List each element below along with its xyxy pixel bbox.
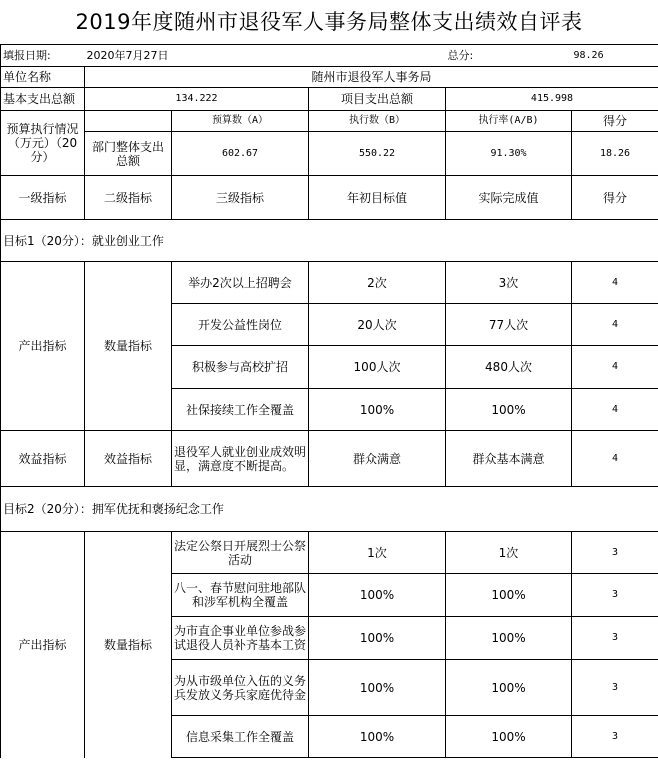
actual-value: 100% [446, 660, 572, 716]
goal2-output-label: 产出指标 [1, 532, 85, 758]
actual-value: 100% [446, 389, 572, 431]
goal1-title-row [1, 220, 658, 262]
budget-value-score: 18.26 [572, 132, 658, 176]
indicator: 信息采集工作全覆盖 [172, 716, 309, 758]
goal2-title: 目标2（20分）：拥军优抚和褒扬纪念工作 [1, 487, 658, 532]
target-value: 100% [309, 660, 446, 716]
target-value: 100% [309, 389, 446, 431]
indicator: 开发公益性岗位 [172, 304, 309, 346]
goal2-title-row [1, 487, 658, 532]
actual-value: 100% [446, 716, 572, 758]
basic-spend-label: 基本支出总额 [1, 88, 85, 111]
project-spend-label: 项目支出总额 [309, 88, 446, 111]
goal1-benefit-level1: 效益指标 [1, 431, 85, 487]
actual-value: 1次 [446, 532, 572, 574]
score-value: 3 [572, 660, 658, 716]
table-row [1, 431, 658, 487]
goal1-output-label: 产出指标 [1, 262, 85, 431]
fill-date-value: 2020年7月27日 [85, 45, 309, 67]
target-value: 2次 [309, 262, 446, 304]
indicator: 为从市级单位入伍的义务兵发放义务兵家庭优待金 [172, 660, 309, 716]
total-score-value: 98.26 [572, 45, 658, 67]
budget-item-label: 部门整体支出总额 [85, 132, 172, 176]
indicator: 积极参与高校扩招 [172, 346, 309, 389]
col-level3: 三级指标 [172, 176, 309, 220]
actual-value: 群众基本满意 [446, 431, 572, 487]
indicator: 法定公祭日开展烈士公祭活动 [172, 532, 309, 574]
score-value: 3 [572, 574, 658, 617]
budget-value-a: 602.67 [172, 132, 309, 176]
column-header-row [1, 176, 658, 220]
budget-header-score: 得分 [572, 111, 658, 132]
indicator: 退役军人就业创业成效明显，满意度不断提高。 [172, 431, 309, 487]
page-title: 2019年度随州市退役军人事务局整体支出绩效自评表 [75, 10, 583, 34]
target-value: 1次 [309, 532, 446, 574]
score-value: 3 [572, 716, 658, 758]
budget-header-a: 预算数（A） [172, 111, 309, 132]
actual-value: 100% [446, 574, 572, 617]
col-actual: 实际完成值 [446, 176, 572, 220]
spend-row [1, 88, 658, 111]
budget-header-b: 执行数（B） [309, 111, 446, 132]
budget-value-row [1, 132, 658, 176]
col-target: 年初目标值 [309, 176, 446, 220]
score-value: 3 [572, 532, 658, 574]
fill-date-label: 填报日期: [1, 45, 85, 67]
indicator: 举办2次以上招聘会 [172, 262, 309, 304]
actual-value: 77人次 [446, 304, 572, 346]
budget-value-b: 550.22 [309, 132, 446, 176]
target-value: 100% [309, 716, 446, 758]
score-value: 3 [572, 617, 658, 660]
budget-header-rate: 执行率(A/B) [446, 111, 572, 132]
goal2-quantity-label: 数量指标 [85, 532, 172, 758]
score-value: 4 [572, 389, 658, 431]
score-value: 4 [572, 431, 658, 487]
evaluation-table [0, 44, 658, 758]
actual-value: 100% [446, 617, 572, 660]
unit-value: 随州市退役军人事务局 [85, 67, 658, 88]
total-score-label: 总分: [446, 45, 572, 67]
target-value: 100人次 [309, 346, 446, 389]
col-level2: 二级指标 [85, 176, 172, 220]
score-value: 4 [572, 304, 658, 346]
indicator: 社保接续工作全覆盖 [172, 389, 309, 431]
indicator: 八一、春节慰问驻地部队和涉军机构全覆盖 [172, 574, 309, 617]
target-value: 20人次 [309, 304, 446, 346]
goal1-quantity-label: 数量指标 [85, 262, 172, 431]
score-value: 4 [572, 262, 658, 304]
table-row [1, 262, 658, 304]
target-value: 群众满意 [309, 431, 446, 487]
indicator: 为市直企事业单位参战参试退役人员补齐基本工资 [172, 617, 309, 660]
target-value: 100% [309, 574, 446, 617]
basic-spend-value: 134.222 [85, 88, 309, 111]
table-row [1, 532, 658, 574]
info-row [1, 45, 658, 67]
score-value: 4 [572, 346, 658, 389]
unit-label: 单位名称 [1, 67, 85, 88]
col-level1: 一级指标 [1, 176, 85, 220]
goal1-title: 目标1（20分）：就业创业工作 [1, 220, 658, 262]
actual-value: 3次 [446, 262, 572, 304]
budget-value-rate: 91.30% [446, 132, 572, 176]
budget-header-row [1, 111, 658, 132]
col-score: 得分 [572, 176, 658, 220]
goal1-benefit-level2: 效益指标 [85, 431, 172, 487]
budget-row-label: 预算执行情况（万元）（20分） [1, 111, 85, 176]
target-value: 100% [309, 617, 446, 660]
project-spend-value: 415.998 [446, 88, 658, 111]
unit-row [1, 67, 658, 88]
actual-value: 480人次 [446, 346, 572, 389]
